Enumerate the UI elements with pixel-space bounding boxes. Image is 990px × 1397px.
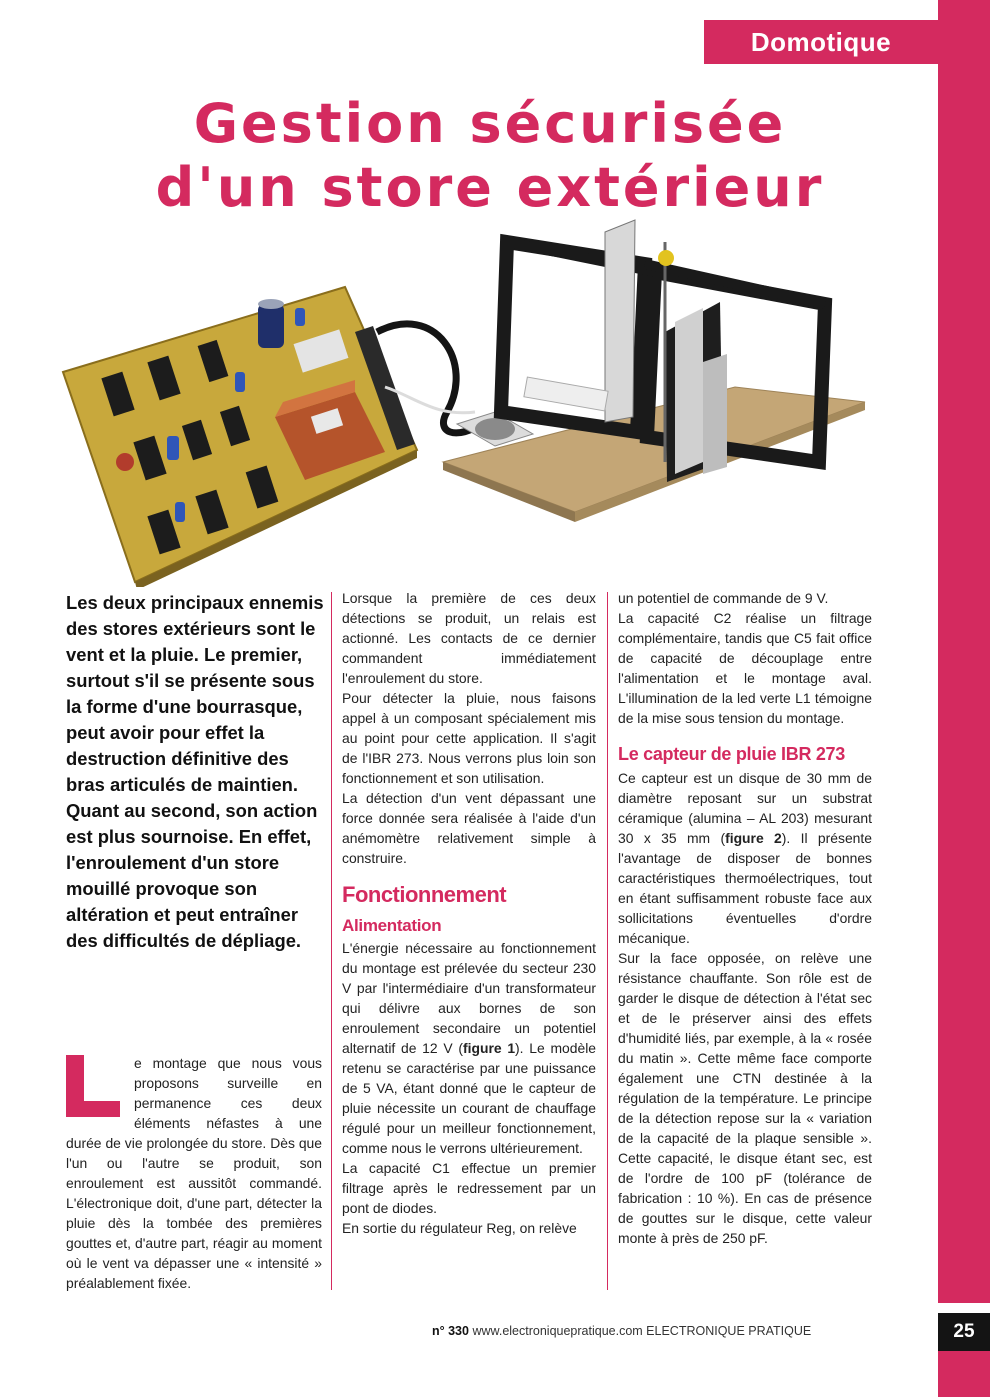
paragraph: Ce capteur est un disque de 30 mm de diamètre reposant sur un substrat céramique (alumina – AL 203) mesurant 30 x 35 mm (figure 2). Il présente l'avantage de disposer de bonnes caractéristiques thermoélectriques, tout en étant suffisamment robuste face aux sollicitations éventuelles d'ordre mécanique.	[618, 770, 872, 946]
paragraph: Pour détecter la pluie, nous faisons appel à un composant spécialement mis au point pour cette application. Il s'agit de l'IBR 273. Nous verrons plus loin son fonctionnement et son utilisation.	[342, 690, 596, 786]
section-heading: Fonctionnement	[342, 882, 507, 907]
device-photo	[55, 212, 875, 587]
magazine-name: ELECTRONIQUE PRATIQUE	[646, 1324, 812, 1338]
paragraph: La détection d'un vent dépassant une force donnée sera réalisée à l'aide d'un anémomètre relativement simple à construire.	[342, 790, 596, 866]
rubric-label: Domotique	[704, 20, 938, 64]
subsection-heading: Le capteur de pluie IBR 273	[618, 744, 845, 764]
intro-paragraph: e montage que nous vous proposons surveille en permanence ces deux éléments néfastes à une durée de vie prolongée du store. Dès que l'un ou l'autre se produit, son enroulement est aussitôt commandé. L'électronique doit, d'une part, détecter la pluie dès la tombée des premières gouttes et, d'autre part, réagir au moment où le vent va dépasser une « intensité » préalablement fixée.	[66, 1055, 322, 1291]
paragraph: un potentiel de commande de 9 V.	[618, 590, 829, 606]
page-number: 25	[938, 1313, 990, 1351]
column-divider-1	[331, 592, 332, 1290]
issue-number: n° 330	[432, 1324, 469, 1338]
paragraph: Sur la face opposée, on relève une résistance chauffante. Son rôle est de garder le disque de détection à l'état sec et de le préserver ainsi des effets d'humidité liés, par exemple, à la « rosée du matin ». Cette même face comporte également une CTN destinée à la régulation de la température. Le principe de la détection repose sur la « variation de la capacité de la plaque sensible ». Cette capacité, le disque étant sec, est de l'ordre de 100 pF (tolérance de fabrication : 10 %). En cas de présence de gouttes sur le disque, cette valeur monte à près de 250 pF.	[618, 950, 872, 1246]
column-1	[66, 1053, 322, 1293]
page-edge-gap	[938, 1303, 990, 1313]
article-title	[70, 92, 910, 220]
paragraph: La capacité C1 effectue un premier filtrage après le redressement par un pont de diodes.	[342, 1160, 596, 1216]
article-lead: Les deux principaux ennemis des stores extérieurs sont le vent et la pluie. Le premier, surtout s'il se présente sous la forme d'une bourrasque, peut avoir pour effet la destruction définitive des bras articulés de maintien. Quant au second, son action est plus sournoise. En effet, l'enroulement d'un store mouillé provoque son altération et peut entraîner des difficultés de dépliage.	[66, 592, 324, 951]
figure-ref: figure 1	[463, 1040, 516, 1056]
footer-url: www.electroniquepratique.com	[472, 1324, 643, 1338]
title-line-2: d'un store extérieur	[155, 156, 825, 219]
subsection-heading: Alimentation	[342, 916, 442, 935]
figure-ref: figure 2	[725, 830, 782, 846]
column-divider-2	[607, 592, 608, 1290]
drop-cap	[66, 1055, 120, 1115]
page-footer	[432, 1324, 811, 1338]
paragraph: Lorsque la première de ces deux détections se produit, un relais est actionné. Les contacts de ce dernier commandent immédiatement l'enroulement du store.	[342, 590, 596, 686]
title-line-1: Gestion sécurisée	[193, 92, 787, 155]
paragraph: En sortie du régulateur Reg, on relève	[342, 1220, 577, 1236]
column-3	[618, 588, 872, 1248]
paragraph: L'énergie nécessaire au fonctionnement du montage est prélevée du secteur 230 V par l'intermédiaire d'un transformateur qui délivre aux bornes de son enroulement secondaire un potentiel alternatif de 12 V (figure 1). Le modèle retenu se caractérise par une puissance de 5 VA, étant donné que le capteur de pluie nécessite un courant de chauffage régulé pour un meilleur fonctionnement, comme nous le verrons ultérieurement.	[342, 940, 597, 1156]
drop-cap-letter	[66, 1055, 120, 1117]
column-2	[342, 588, 596, 1238]
paragraph: La capacité C2 réalise un filtrage complémentaire, tandis que C5 fait office de capacité de découplage entre l'alimentation et le montage aval. L'illumination de la led verte L1 témoigne de la mise sous tension du montage.	[618, 610, 872, 726]
page-edge-bar	[938, 0, 990, 1397]
